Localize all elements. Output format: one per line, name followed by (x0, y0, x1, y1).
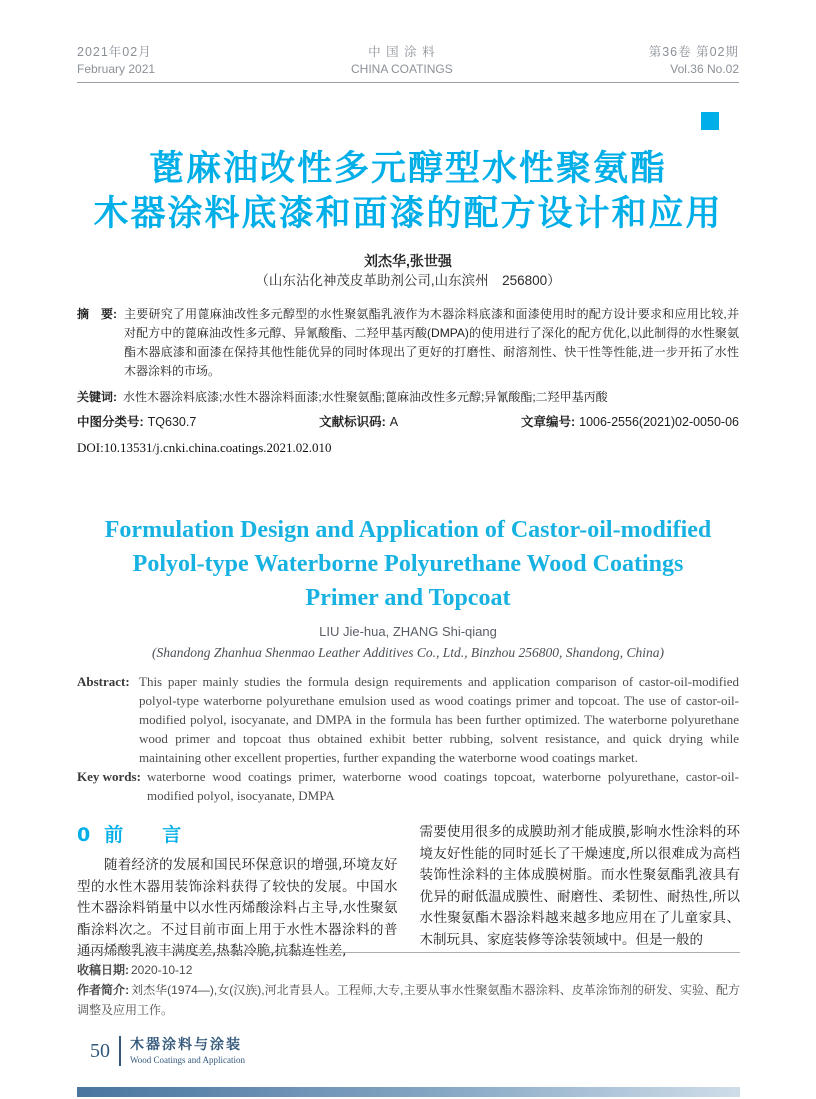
header-journal-name (351, 44, 453, 77)
article-title-en-line2: Polyol-type Waterborne Polyurethane Wood Coatings (132, 551, 684, 577)
abstract-en-text: This paper mainly studies the formula design requirements and application comparison of castor-oil-modified polyol-type waterborne polyurethane emulsion used as wood coatings primer and topcoat. The use of castor-oil-modified polyol, isocyanate, and DMPA in the formula has been further optimized. The waterborne polyurethane wood primer and topcoat thus obtained exhibit better rubbing, solvent resistance, and quick drying while maintaining other excellent properties, further expanding the waterborne wood coatings market. (139, 674, 739, 765)
page-footer (90, 1036, 245, 1066)
document-code-label: 文献标识码: (319, 415, 386, 429)
page-number: 50 (90, 1040, 110, 1062)
footnote-block (77, 952, 740, 1020)
issue-date-zh: 2021年02月 (77, 45, 152, 59)
abstract-zh-text: 主要研究了用蓖麻油改性多元醇型的水性聚氨酯乳液作为木器涂料底漆和面漆使用时的配方设计要求和应用比较,并对配方中的蓖麻油改性多元醇、异氰酸酯、二羟甲基丙酸(DMPA)的使用进行了深化的配方优化,以此制得的水性聚氨酯木器底漆和面漆在保持其他性能优异的同时体现出了更好的打磨性、耐溶剂性、快干性等性能,进一步开拓了水性木器涂料的市场。 (124, 307, 739, 378)
authors-en: LIU Jie-hua, ZHANG Shi-qiang (319, 624, 497, 639)
header-rule (77, 82, 739, 83)
abstract-zh (77, 305, 739, 381)
document-code (319, 413, 398, 432)
keywords-zh-label: 关键词: (77, 390, 117, 404)
footer-column-zh: 木器涂料与涂装 (130, 1036, 242, 1053)
affiliation-en: (Shandong Zhanhua Shenmao Leather Additives Co., Ltd., Binzhou 256800, Shandong, China) (152, 645, 664, 660)
body-columns (77, 822, 740, 963)
article-title-zh (77, 147, 739, 237)
abstract-en (77, 672, 739, 767)
article-title-en (77, 513, 739, 615)
keywords-zh-text: 水性木器涂料底漆;水性木器涂料面漆;水性聚氨酯;蓖麻油改性多元醇;异氰酸酯;二羟甲基丙酸 (123, 390, 608, 404)
article-id (521, 413, 739, 432)
volume-issue-zh: 第36卷 第02期 (648, 45, 739, 59)
journal-header (77, 0, 739, 77)
section-heading-introduction (77, 822, 398, 848)
article-title-en-line3: Primer and Topcoat (305, 585, 511, 611)
received-date-value: 2020-10-12 (131, 963, 193, 977)
keywords-en-text: waterborne wood coatings primer, waterborne wood coatings topcoat, waterborne polyurethane, castor-oil-modified polyol, isocyanate, DMPA (147, 769, 739, 803)
article-id-value: 1006-2556(2021)02-0050-06 (579, 415, 739, 429)
section-number: 0 (77, 824, 91, 846)
received-date-label: 收稿日期: (77, 963, 129, 977)
journal-name-en: CHINA COATINGS (350, 62, 453, 76)
article-title-zh-line1: 蓖麻油改性多元醇型水性聚氨酯 (148, 149, 667, 189)
abstract-en-label: Abstract: (77, 674, 130, 689)
abstract-zh-label: 摘 要: (77, 307, 117, 321)
volume-issue-en: Vol.36 No.02 (670, 62, 739, 76)
article-id-label: 文章编号: (520, 415, 576, 429)
author-bio-line (77, 980, 740, 1020)
article-title-zh-line2: 木器涂料底漆和面漆的配方设计和应用 (93, 194, 723, 234)
header-volume-issue (649, 44, 739, 77)
section-title: 前 言 (104, 824, 192, 846)
affiliation-zh: （山东沾化神茂皮革助剂公司,山东滨州 256800） (255, 273, 561, 288)
body-paragraph-left: 随着经济的发展和国民环保意识的增强,环境友好型的水性木器用装饰涂料获得了较快的发展。中国水性木器涂料销量中以水性丙烯酸涂料占主导,水性聚氨酯涂料次之。不过目前市面上用于水性木器涂料的普通丙烯酸乳液丰满度差,热黏冷脆,抗黏连性差, (77, 857, 398, 959)
author-bio-label: 作者简介: (77, 983, 130, 997)
accent-square-decoration (701, 112, 719, 130)
footer-column-name (130, 1037, 245, 1066)
bottom-accent-bar (77, 1087, 740, 1097)
author-bio-text: 刘杰华(1974—),女(汉族),河北青县人。工程师,大专,主要从事水性聚氨酯木器涂料、皮革涂饰剂的研发、实验、配方调整及应用工作。 (77, 983, 740, 1017)
keywords-en-label: Key words: (77, 769, 141, 784)
clc-number (77, 413, 196, 432)
footer-divider (119, 1036, 121, 1066)
body-column-left (77, 822, 398, 963)
body-column-right (420, 822, 741, 963)
doi: DOI:10.13531/j.cnki.china.coatings.2021.02.010 (77, 440, 332, 455)
keywords-en (77, 767, 739, 805)
issue-date-en: February 2021 (77, 62, 156, 76)
authors-zh: 刘杰华,张世强 (364, 253, 452, 269)
classification-row (77, 413, 739, 432)
body-paragraph-right: 需要使用很多的成膜助剂才能成膜,影响水性涂料的环境友好性能的同时延长了干燥速度,所以很难成为高档装饰性涂料的主体成膜树脂。而水性聚氨酯乳液具有优异的耐低温成膜性、耐磨性、柔韧性、耐热性,所以水性聚氨酯木器涂料越来越多地应用在了儿童家具、木制玩具、家庭装修等涂装领域中。但是一般的 (419, 824, 740, 948)
received-date-line (77, 960, 740, 980)
header-issue-date (77, 44, 155, 77)
clc-label: 中图分类号: (77, 415, 144, 429)
article-title-en-line1: Formulation Design and Application of Castor-oil-modified (104, 517, 712, 543)
document-code-value: A (389, 415, 399, 429)
clc-value: TQ630.7 (147, 415, 197, 429)
journal-name-zh: 中 国 涂 料 (368, 45, 436, 59)
footer-column-en: Wood Coatings and Application (130, 1054, 246, 1065)
keywords-zh (77, 388, 739, 407)
